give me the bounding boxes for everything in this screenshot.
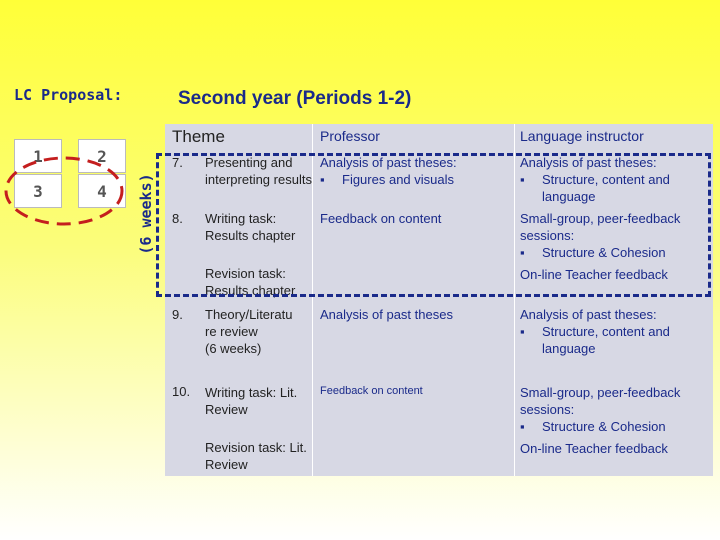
period-box-4: 4 (78, 174, 126, 208)
language-bullet: ▪ Structure, content and language (520, 171, 705, 205)
professor-bullet: ▪ Figures and visuals (320, 171, 510, 188)
header-theme: Theme (172, 127, 225, 146)
highlight-box (156, 153, 711, 297)
language-text: Analysis of past theses: (520, 307, 657, 322)
professor-text: Analysis of past theses: (320, 155, 457, 170)
theme-line: re review (205, 324, 258, 339)
language-bullet: ▪ Structure & Cohesion (520, 244, 710, 261)
row-number: 10. (172, 384, 191, 399)
period-box-1: 1 (14, 139, 62, 173)
theme-line: Theory/Literatu (205, 307, 293, 322)
row-language: On-line Teacher feedback (520, 267, 668, 282)
theme-line: (6 weeks) (205, 341, 262, 356)
language-text: Small-group, peer-feedback sessions: (520, 385, 681, 417)
row-professor: Analysis of past theses (320, 307, 453, 322)
row-number: 8. (172, 211, 183, 226)
row-language (520, 384, 710, 435)
row-theme: Revision task: Results chapter (205, 266, 296, 298)
period-box-3: 3 (14, 174, 62, 208)
row-theme: Revision task: Lit. Review (205, 440, 307, 472)
duration-label: (6 weeks) (137, 173, 155, 255)
header-professor: Professor (320, 128, 380, 144)
highlight-circle (0, 150, 150, 250)
language-bullet: ▪ Structure, content and language (520, 323, 705, 357)
row-theme: Presenting and interpreting results (205, 155, 312, 187)
language-text: Analysis of past theses: (520, 155, 657, 170)
row-number: 7. (172, 155, 183, 170)
slide-subtitle: Second year (Periods 1-2) (178, 88, 412, 109)
header-language: Language instructor (520, 128, 644, 144)
language-bullet: ▪ Structure & Cohesion (520, 418, 710, 435)
row-number: 9. (172, 307, 183, 322)
row-theme: Writing task: Results chapter (205, 211, 296, 243)
row-theme: Writing task: Lit. Review (205, 385, 298, 417)
row-professor: Feedback on content (320, 211, 442, 226)
row-language: On-line Teacher feedback (520, 441, 668, 456)
row-professor: Feedback on content (320, 385, 423, 397)
language-text: Small-group, peer-feedback sessions: (520, 211, 681, 243)
proposal-label: LC Proposal: (14, 86, 123, 104)
row-language (520, 306, 705, 357)
period-box-2: 2 (78, 139, 126, 173)
row-theme (205, 306, 315, 357)
